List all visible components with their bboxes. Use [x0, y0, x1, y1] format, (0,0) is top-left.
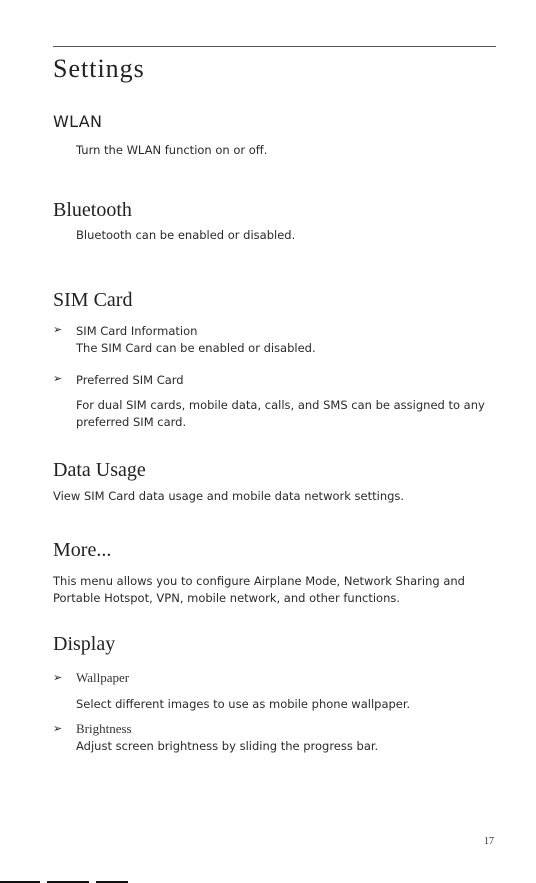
- arrow-bullet-icon: ➢: [53, 324, 63, 336]
- more-text-line1: This menu allows you to configure Airplane Mode, Network Sharing and: [53, 574, 465, 588]
- wlan-text: Turn the WLAN function on or off.: [76, 143, 268, 157]
- brightness-text: Adjust screen brightness by sliding the progress bar.: [76, 739, 379, 753]
- data-usage-heading: Data Usage: [53, 459, 146, 481]
- sim-info-label: SIM Card Information: [76, 324, 198, 338]
- brightness-label: Brightness: [76, 721, 132, 736]
- page-title: Settings: [53, 54, 145, 83]
- arrow-bullet-icon: ➢: [53, 672, 63, 684]
- more-text-line2: Portable Hotspot, VPN, mobile network, and other functions.: [53, 591, 401, 605]
- preferred-sim-label: Preferred SIM Card: [76, 373, 184, 387]
- bluetooth-text: Bluetooth can be enabled or disabled.: [76, 228, 296, 242]
- sim-info-text: The SIM Card can be enabled or disabled.: [76, 341, 316, 355]
- preferred-sim-text-line1: For dual SIM cards, mobile data, calls, and SMS can be assigned to any: [76, 398, 485, 412]
- page-number: 17: [484, 836, 494, 847]
- sim-card-heading: SIM Card: [53, 289, 133, 311]
- wallpaper-label: Wallpaper: [76, 670, 130, 685]
- wallpaper-text: Select different images to use as mobile phone wallpaper.: [76, 697, 411, 711]
- more-heading: More...: [53, 539, 112, 561]
- wlan-heading: WLAN: [53, 112, 103, 131]
- bluetooth-heading: Bluetooth: [53, 199, 132, 221]
- top-rule: [53, 46, 496, 47]
- arrow-bullet-icon: ➢: [53, 723, 63, 735]
- data-usage-text: View SIM Card data usage and mobile data network settings.: [53, 489, 405, 503]
- display-heading: Display: [53, 633, 116, 655]
- preferred-sim-text-line2: preferred SIM card.: [76, 415, 187, 429]
- arrow-bullet-icon: ➢: [53, 373, 63, 385]
